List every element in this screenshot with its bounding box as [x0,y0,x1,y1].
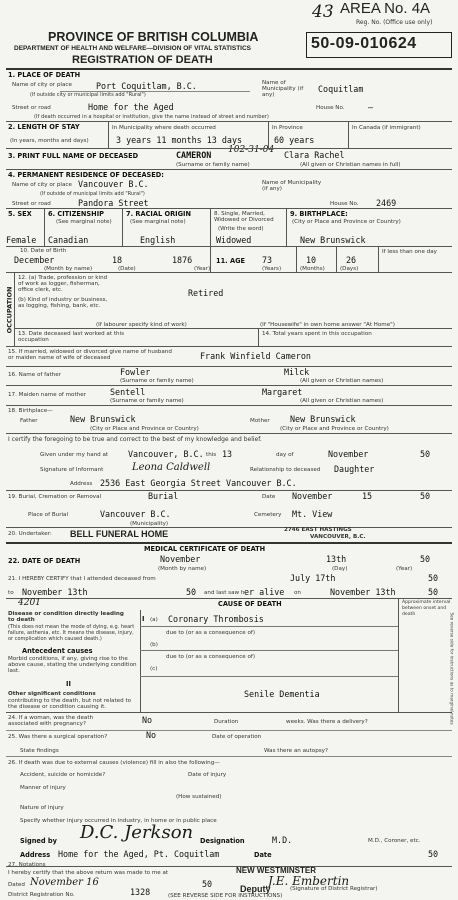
dod-month-label: (Month by name) [158,566,207,572]
birthplace-label: 9. BIRTHPLACE: [290,210,348,218]
institution-note: (If death occurred in a hospital or institution, give the name instead of street and number) [34,114,269,120]
registrar-sig-label: (Signature of District Registrar) [290,886,378,892]
roman-one: I [142,615,145,623]
given-month: November [328,449,369,459]
father-surname-label: (Surname or family name) [120,378,194,384]
undertaker-address-1: 2746 EAST HASTINGS [284,527,352,533]
rule [6,208,452,209]
father-birthplace-label: Father [20,418,38,424]
last-saw-label: and last saw h [204,590,245,596]
regno-label: Reg. No. (Office use only) [356,19,433,26]
autopsy-label: Was there an autopsy? [264,748,328,754]
last-seen-date: November 13th [330,587,396,597]
cemetery-value: Mt. View [292,509,333,519]
occupation-side-label: OCCUPATION [5,286,14,334]
rule [6,366,452,367]
cause-b-label: (b) [150,642,158,648]
rural-note: (If outside city or municipal limits add "Rural") [30,92,146,98]
street-value: Home for the Aged [88,102,174,112]
rule [6,272,452,273]
other-condition-value: Senile Dementia [244,689,320,699]
registrar-date-year: 50 [202,879,213,889]
how-sustained-label: (How sustained) [176,794,222,800]
regno-box [306,32,452,58]
rule [140,626,398,627]
municipality-label: Name of Municipality (if any) [262,80,304,98]
cemetery-label: Cemetery [254,512,282,518]
mother-birthplace-note: (City or Place and Province or Country) [280,426,389,432]
rule [6,542,452,544]
attended-to: November 13th [22,587,88,597]
informant-address: 2536 East Georgia Street Vancouver B.C. [100,478,297,488]
rule [336,246,337,272]
rule [6,756,452,757]
dob-month-label: (Month by name) [44,266,93,272]
citizenship-note: (See marginal note) [56,219,112,225]
spouse-value: Frank Winfield Cameron [200,351,311,361]
housewife-note: (If "Housewife" in own home answer "At Home") [260,322,395,328]
burial-label: 19. Burial, Cremation or Removal [8,494,102,500]
rule [6,405,452,406]
residence-street-value: Pandora Street [78,198,149,208]
rule [122,208,123,246]
signed-by-label: Signed by [20,837,57,845]
manner-label: Manner of injury [20,785,66,791]
rule [14,328,452,329]
physician-date-year: 50 [428,849,439,859]
given-name-label: (All given or Christian names in full) [300,162,401,168]
residence-label: 4. PERMANENT RESIDENCE OF DECEASED: [8,171,164,179]
rule [140,650,398,651]
rule [6,385,452,386]
burial-place: Vancouver B.C. [100,509,171,519]
rule [6,433,452,434]
cause-title: CAUSE OF DEATH [218,600,282,608]
racial-origin-value: English [140,235,176,245]
handwritten-note: 102-31-04 [228,145,275,155]
relationship-value: Daughter [334,464,375,474]
day-of-label: day of [276,452,294,458]
on-label: on [294,590,301,596]
age-label: 11. AGE [216,257,245,265]
accident-label: Accident, suicide or homicide? [20,772,106,778]
city-label: Name of city or place [12,82,72,88]
rule [6,527,452,528]
age-days: 26 [346,255,357,265]
registrar-cert: I hereby certify that the above return was made to me at [8,870,169,876]
residence-city-label: Name of city or place [12,182,72,188]
handwritten-number: 43 [312,2,334,22]
delivery-label: weeks. Was there a delivery? [286,719,368,725]
city-value: Port Coquitlam, B.C. [96,81,197,91]
duration-label: Duration [214,719,239,725]
designation-value: M.D. [272,835,293,845]
stay-prov-value: 60 years [274,135,315,145]
house-label: House No. [316,105,345,111]
racial-origin-label: 7. RACIAL ORIGIN [126,210,191,218]
total-years-label: 14. Total years spent in this occupation [262,331,372,337]
rule [6,346,452,347]
birthplace-value: New Brunswick [300,235,366,245]
rule [6,246,452,247]
rule [296,246,297,272]
dob-year: 1876 [172,255,193,265]
department-heading: DEPARTMENT OF HEALTH AND WELFARE—DIVISION OF VITAL STATISTICS [14,45,252,52]
surgery-date-label: Date of operation [212,734,262,740]
given-day: 13 [222,449,233,459]
cause-c-label: (c) [150,666,158,672]
rule [6,598,452,599]
rule [378,246,379,272]
occupation-a-label: 12. (a) Trade, profession or kind of work as logger, fisherman, office clerk, etc. [18,275,108,293]
due-to-2: due to (or as a consequence of) [166,654,256,660]
father-birthplace: New Brunswick [70,414,136,424]
stay-muni-value: 3 years 11 months 13 days [116,135,243,145]
province-heading: PROVINCE OF BRITISH COLUMBIA [48,30,259,44]
mother-given-label: (All given or Christian names) [300,398,384,404]
sex-value: Female [6,235,37,245]
antecedent-label: Antecedent causes [22,647,93,655]
rule [44,208,45,246]
given-name-value: Clara Rachel [284,150,345,160]
dod-year: 50 [420,554,431,564]
findings-label: State findings [20,748,59,754]
rule [258,328,259,346]
attended-from: July 17th [290,573,336,583]
stay-label: 2. LENGTH OF STAY [8,123,80,131]
surgery-label: 25. Was there a surgical operation? [8,734,108,740]
dod-year-label: (Year) [396,566,413,572]
burial-year: 50 [420,491,431,501]
given-year: 50 [420,449,431,459]
rule [6,148,452,149]
disease-note: (This does not mean the mode of dying, e.g. heart failure, asthenia, etc. It means the disease, injury, or complication which caused death.) [8,624,135,642]
sex-label: 5. SEX [8,210,32,218]
undertaker-address-2: VANCOUVER, B.C. [310,534,366,540]
physician-signature: D.C. Jerkson [80,822,194,843]
cause-a-label: (a) [150,617,158,623]
rule [286,208,287,246]
district-label: District Registration No. [8,892,75,898]
rule [268,122,269,148]
dob-day: 18 [112,255,123,265]
age-months: 10 [306,255,317,265]
residence-rural-note: (If outside of municipal limits add "Rural") [40,191,145,197]
due-to-1: due to (or as a consequence of) [166,630,256,636]
informant-cert: I certify the foregoing to be true and correct to the best of my knowledge and belief. [8,436,262,443]
burial-place-label: Place of Burial [28,512,69,518]
father-label: 16. Name of father [8,372,62,378]
occupation-value: Retired [188,288,224,298]
dod-day: 13th [326,554,347,564]
cause-a-value: Coronary Thrombosis [168,614,264,624]
age-months-label: (Months) [300,266,325,272]
reverse-instructions: (SEE REVERSE SIDE FOR INSTRUCTIONS) [168,893,283,899]
other-conditions-label: Other significant conditions [8,691,96,697]
informant-address-label: Address [70,481,93,487]
interval-label: Approximate interval between onset and death [402,600,451,617]
rule [6,712,452,713]
citizenship-label: 6. CITIZENSHIP [48,210,104,218]
rule [210,208,211,246]
rule [6,169,452,170]
this-label: this [206,452,217,458]
residence-street-label: Street or road [12,201,51,207]
burial-value: Burial [148,491,179,501]
mother-surname: Sentell [110,387,146,397]
birthplaces-label: 18. Birthplace— [8,408,53,414]
father-given: Milck [284,367,310,377]
physician-address: Home for the Aged, Pt. Coquitlam [58,849,220,859]
residence-muni-label: Name of Municipality (if any) [262,180,322,192]
form-title: REGISTRATION OF DEATH [72,54,213,66]
registrar-signature: J.E. Embertin [268,874,350,888]
birthplace-note: (City or Place and Province or Country) [292,219,401,225]
given-at-label: Given under my hand at [40,452,109,458]
specify-label: Specify whether injury occurred in industry, in home or in public place [20,818,217,824]
external-causes-label: 26. If death was due to external causes (violence) fill in also the following— [8,760,220,766]
name-label: 3. PRINT FULL NAME OF DECEASED [8,152,139,160]
registrar-date-label: Dated [8,882,25,888]
street-label: Street or road [12,105,51,111]
to-label: to [8,590,14,596]
attended-year-3: 50 [428,587,439,597]
rule [140,676,398,677]
attended-year-1: 50 [428,573,439,583]
mother-birthplace: New Brunswick [290,414,356,424]
age-days-label: (Days) [340,266,359,272]
residence-house-value: 2469 [376,198,397,208]
residence-city-value: Vancouver B.C. [78,179,149,189]
informant-sig-label: Signature of Informant [40,467,104,473]
given-at-place: Vancouver, B.C. [128,449,204,459]
dod-day-label: (Day) [332,566,348,572]
area-number: AREA No. 4A [340,0,431,17]
stay-muni-label: In Municipality where death occurred [112,125,216,131]
surname-value: CAMERON [176,150,212,160]
marital-note: (Write the word) [218,226,264,232]
rule [210,246,211,272]
father-surname: Fowler [120,367,151,377]
registrar-place: NEW WESTMINSTER [236,866,316,875]
antecedent-note: Morbid conditions, if any, giving rise to the above cause, stating the underlying condition last. [8,656,137,674]
divider [6,68,452,70]
physician-address-label: Address [20,851,51,859]
stay-canada-label: In Canada (if immigrant) [352,125,421,131]
mother-surname-label: (Surname or family name) [110,398,184,404]
spouse-label: 15. If married, widowed or divorced give name of husband or maiden name of wife of deceased [8,349,172,361]
informant-signature: Leona Caldwell [132,462,211,473]
dod-month: November [160,554,201,564]
rule [6,490,452,491]
designation-label: Designation [200,837,245,845]
relationship-label: Relationship to deceased [250,467,321,473]
municipality-value: Coquitlam [318,84,364,94]
attended-label: 21. I HEREBY CERTIFY that I attended deceased from [8,576,156,582]
medical-cert-title: MEDICAL CERTIFICATE OF DEATH [144,545,266,553]
alive-value: er alive [244,587,285,597]
marital-label: 8. Single, Married, Widowed or Divorced [214,211,274,223]
right-margin-note: See reverse side for instructions as to marginal notes [449,612,455,725]
rule [398,598,399,712]
regno-value: 50-09-010624 [311,35,417,52]
district-number: 1328 [130,887,151,897]
mother-given: Margaret [262,387,303,397]
dob-year-label: (Year) [194,266,211,272]
mother-birthplace-label: Mother [250,418,270,424]
stay-prov-label: In Province [272,125,303,131]
date-of-death-label: 22. DATE OF DEATH [8,557,81,565]
rule [14,272,15,346]
undertaker-label: 20. Undertaker: [8,531,52,537]
handwritten-cause-code: 4201 [18,598,41,608]
citizenship-value: Canadian [48,235,89,245]
last-worked-label: 13. Date deceased last worked at this occupation [18,331,125,343]
rule [6,730,452,731]
rule [348,122,349,148]
mother-label: 17. Maiden name of mother [8,392,86,398]
age-years: 73 [262,255,273,265]
designation-options: M.D., Coroner, etc. [368,838,421,844]
burial-date-label: Date [262,494,276,500]
burial-day: 15 [362,491,373,501]
physician-date-label: Date [254,851,272,859]
deputy-label: Deputy [240,884,271,894]
house-value: — [368,102,374,112]
stay-sub-label: (In years, months and days) [10,138,89,144]
surgery-value: No [146,730,157,740]
rule [6,121,452,122]
other-conditions-note: contributing to the death, but not related to the disease or condition causing it. [8,698,132,710]
undertaker-value: BELL FUNERAL HOME [70,529,169,539]
dob-month: December [14,255,55,265]
disease-label: Disease or condition directly leading to death [8,611,124,623]
residence-house-label: House No. [330,201,359,207]
rule [60,91,250,92]
rule [6,866,452,867]
rule [108,122,109,148]
burial-muni-note: (Municipality) [130,521,169,527]
marital-value: Widowed [216,235,252,245]
dob-label: 10. Date of Birth [20,248,67,254]
place-of-death-label: 1. PLACE OF DEATH [8,71,81,79]
registrar-date: November 16 [30,877,99,888]
pregnancy-label: 24. If a woman, was the death associated with pregnancy? [8,715,94,727]
injury-date-label: Date of injury [188,772,227,778]
father-birthplace-note: (City or Place and Province or Country) [90,426,199,432]
age-years-label: (Years) [262,266,282,272]
racial-origin-note: (See marginal note) [130,219,186,225]
less-than-day-label: If less than one day [382,249,437,255]
roman-two: II [66,680,71,688]
notations-label: 27. Notations [8,862,46,868]
right-margin [449,610,458,890]
dob-day-label: (Date) [118,266,136,272]
attended-year-2: 50 [186,587,197,597]
burial-month: November [292,491,333,501]
surname-label: (Surname or family name) [176,162,250,168]
nature-label: Nature of injury [20,805,64,811]
occupation-b-label: (b) Kind of industry or business, as logging, fishing, bank, etc. [18,297,108,309]
pregnancy-value: No [142,715,153,725]
labourer-note: (If labourer specify kind of work) [96,322,187,328]
father-given-label: (All given or Christian names) [300,378,384,384]
